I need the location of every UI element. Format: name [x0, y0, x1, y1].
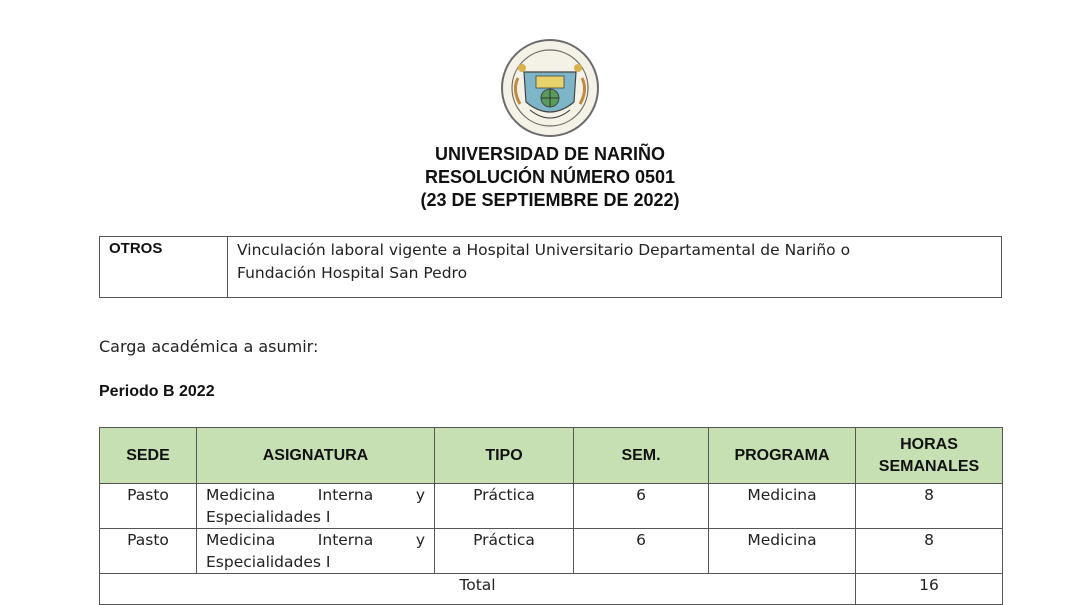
- cell-sem: 6: [574, 484, 709, 529]
- col-header-sede: SEDE: [100, 428, 197, 484]
- cell-sede: Pasto: [100, 484, 197, 529]
- otros-value: [228, 237, 1002, 298]
- institution-name: UNIVERSIDAD DE NARIÑO: [434, 144, 666, 164]
- asig-word: y: [415, 531, 425, 549]
- cell-horas: 8: [856, 484, 1003, 529]
- resolution-number: RESOLUCIÓN NÚMERO 0501: [424, 167, 676, 187]
- col-header-horas-line: HORAS: [900, 435, 958, 453]
- col-header-asignatura: ASIGNATURA: [197, 428, 435, 484]
- periodo-label: Periodo B 2022: [99, 383, 215, 400]
- asig-word: Interna: [317, 531, 374, 549]
- cell-tipo: Práctica: [435, 529, 574, 574]
- carga-table: [99, 427, 1003, 605]
- col-header-horas-line: SEMANALES: [878, 457, 980, 475]
- resolution-date: (23 DE SEPTIEMBRE DE 2022): [420, 190, 680, 210]
- col-header-programa: PROGRAMA: [709, 428, 856, 484]
- carga-label: Carga académica a asumir:: [99, 337, 319, 356]
- table-header-row: [100, 428, 1003, 484]
- asig-line: Especialidades I: [206, 508, 331, 526]
- cell-total-value: 16: [856, 574, 1003, 605]
- asig-word: Medicina: [206, 531, 276, 549]
- otros-value-line: Vinculación laboral vigente a Hospital Universitario Departamental de Nariño o: [237, 241, 851, 259]
- table-row: [100, 484, 1003, 529]
- col-header-sem: SEM.: [574, 428, 709, 484]
- cell-total-label: Total: [100, 574, 856, 605]
- table-row: [100, 529, 1003, 574]
- cell-programa: Medicina: [709, 484, 856, 529]
- asig-word: Interna: [317, 486, 374, 504]
- col-header-horas: [856, 428, 1003, 484]
- university-seal-icon: [500, 38, 600, 138]
- cell-programa: Medicina: [709, 529, 856, 574]
- col-header-tipo: TIPO: [435, 428, 574, 484]
- cell-tipo: Práctica: [435, 484, 574, 529]
- asig-word: y: [415, 486, 425, 504]
- document-header: [300, 143, 800, 212]
- cell-asignatura: [197, 484, 435, 529]
- otros-key: OTROS: [100, 237, 228, 298]
- cell-horas: 8: [856, 529, 1003, 574]
- asig-word: Medicina: [206, 486, 276, 504]
- cell-asignatura: [197, 529, 435, 574]
- table-total-row: [100, 574, 1003, 605]
- asig-line: Especialidades I: [206, 553, 331, 571]
- otros-table: [99, 236, 1002, 298]
- cell-sede: Pasto: [100, 529, 197, 574]
- otros-value-line: Fundación Hospital San Pedro: [237, 264, 468, 282]
- cell-sem: 6: [574, 529, 709, 574]
